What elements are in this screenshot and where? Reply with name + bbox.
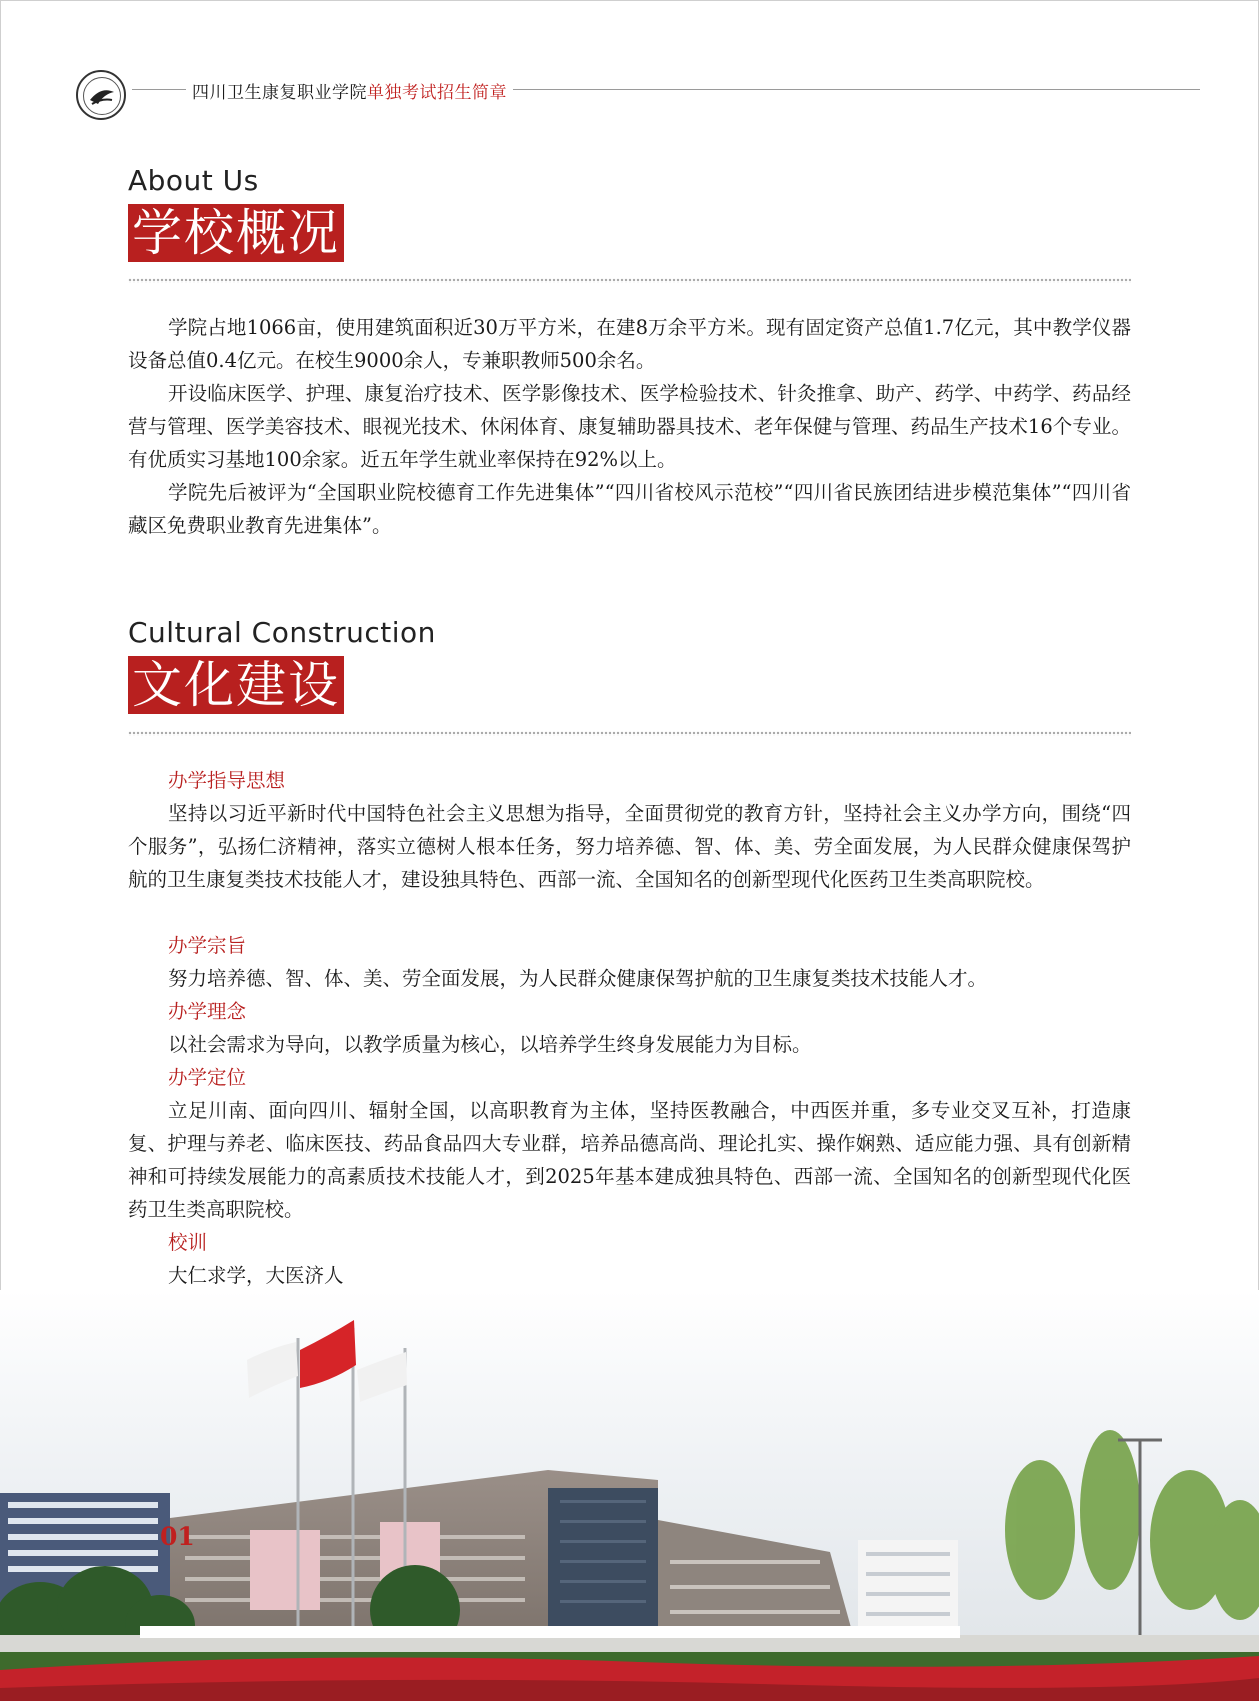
positioning-text: 立足川南、面向四川、辐射全国，以高职教育为主体，坚持医教融合，中西医并重，多专业交叉互补，打造康复、护理与养老、临床医技、药品食品四大专业群，培养品德高尚、理论扎实、操作娴熟、适应能力强、具有创新精神和可持续发展能力的高素质技术技能人才，到2025年基本建成独具特色、西部一流、全国知名的创新型现代化医药卫生类高职院校。 (128, 1099, 1131, 1221)
about-paragraph-3: 学院先后被评为“全国职业院校德育工作先进集体”“四川省校风示范校”“四川省民族团结进步模范集体”“四川省藏区免费职业教育先进集体”。 (128, 481, 1131, 537)
culture-title-en: Cultural Construction (128, 616, 436, 649)
positioning-title: 办学定位 (168, 1066, 247, 1089)
page-header (76, 70, 1200, 122)
school-logo-icon (76, 70, 126, 120)
motto-text: 大仁求学，大医济人 (168, 1264, 344, 1287)
philosophy-title: 办学理念 (168, 1000, 247, 1023)
about-title-en: About Us (128, 164, 259, 197)
philosophy-text: 以社会需求为导向，以教学质量为核心，以培养学生终身发展能力为目标。 (168, 1033, 812, 1056)
campus-photo (0, 1290, 1259, 1701)
purpose-title: 办学宗旨 (168, 934, 247, 957)
motto-title: 校训 (168, 1231, 208, 1254)
guiding-ideology-text: 坚持以习近平新时代中国特色社会主义思想为指导，全面贯彻党的教育方针，坚持社会主义办学方向，围绕“四个服务”，弘扬仁济精神，落实立德树人根本任务，努力培养德、智、体、美、劳全面发展，为人民群众健康保驾护航的卫生康复类技术技能人才，建设独具特色、西部一流、全国知名的创新型现代化医药卫生类高职院校。 (128, 802, 1131, 891)
culture-divider (128, 731, 1131, 736)
header-title-highlight: 单独考试招生简章 (367, 83, 507, 103)
header-title-main: 四川卫生康复职业学院 (192, 83, 367, 103)
about-divider (128, 278, 1131, 283)
guiding-ideology-title: 办学指导思想 (168, 769, 286, 792)
page-number: 01 (160, 1522, 195, 1551)
campus-illustration (0, 1290, 1259, 1701)
culture-title-cn: 文化建设 (128, 656, 344, 714)
about-paragraph-1: 学院占地1066亩，使用建筑面积近30万平方米，在建8万余平方米。现有固定资产总值1.7亿元，其中教学仪器设备总值0.4亿元。在校生9000余人，专兼职教师500余名。 (128, 316, 1131, 372)
about-title-cn: 学校概况 (128, 204, 344, 262)
about-paragraph-2: 开设临床医学、护理、康复治疗技术、医学影像技术、医学检验技术、针灸推拿、助产、药学、中药学、药品经营与管理、医学美容技术、眼视光技术、休闲体育、康复辅助器具技术、老年保健与管理、药品生产技术16个专业。有优质实习基地100余家。近五年学生就业率保持在92%以上。 (128, 382, 1131, 471)
header-title (186, 78, 513, 103)
purpose-text: 努力培养德、智、体、美、劳全面发展，为人民群众健康保驾护航的卫生康复类技术技能人才。 (168, 967, 988, 990)
